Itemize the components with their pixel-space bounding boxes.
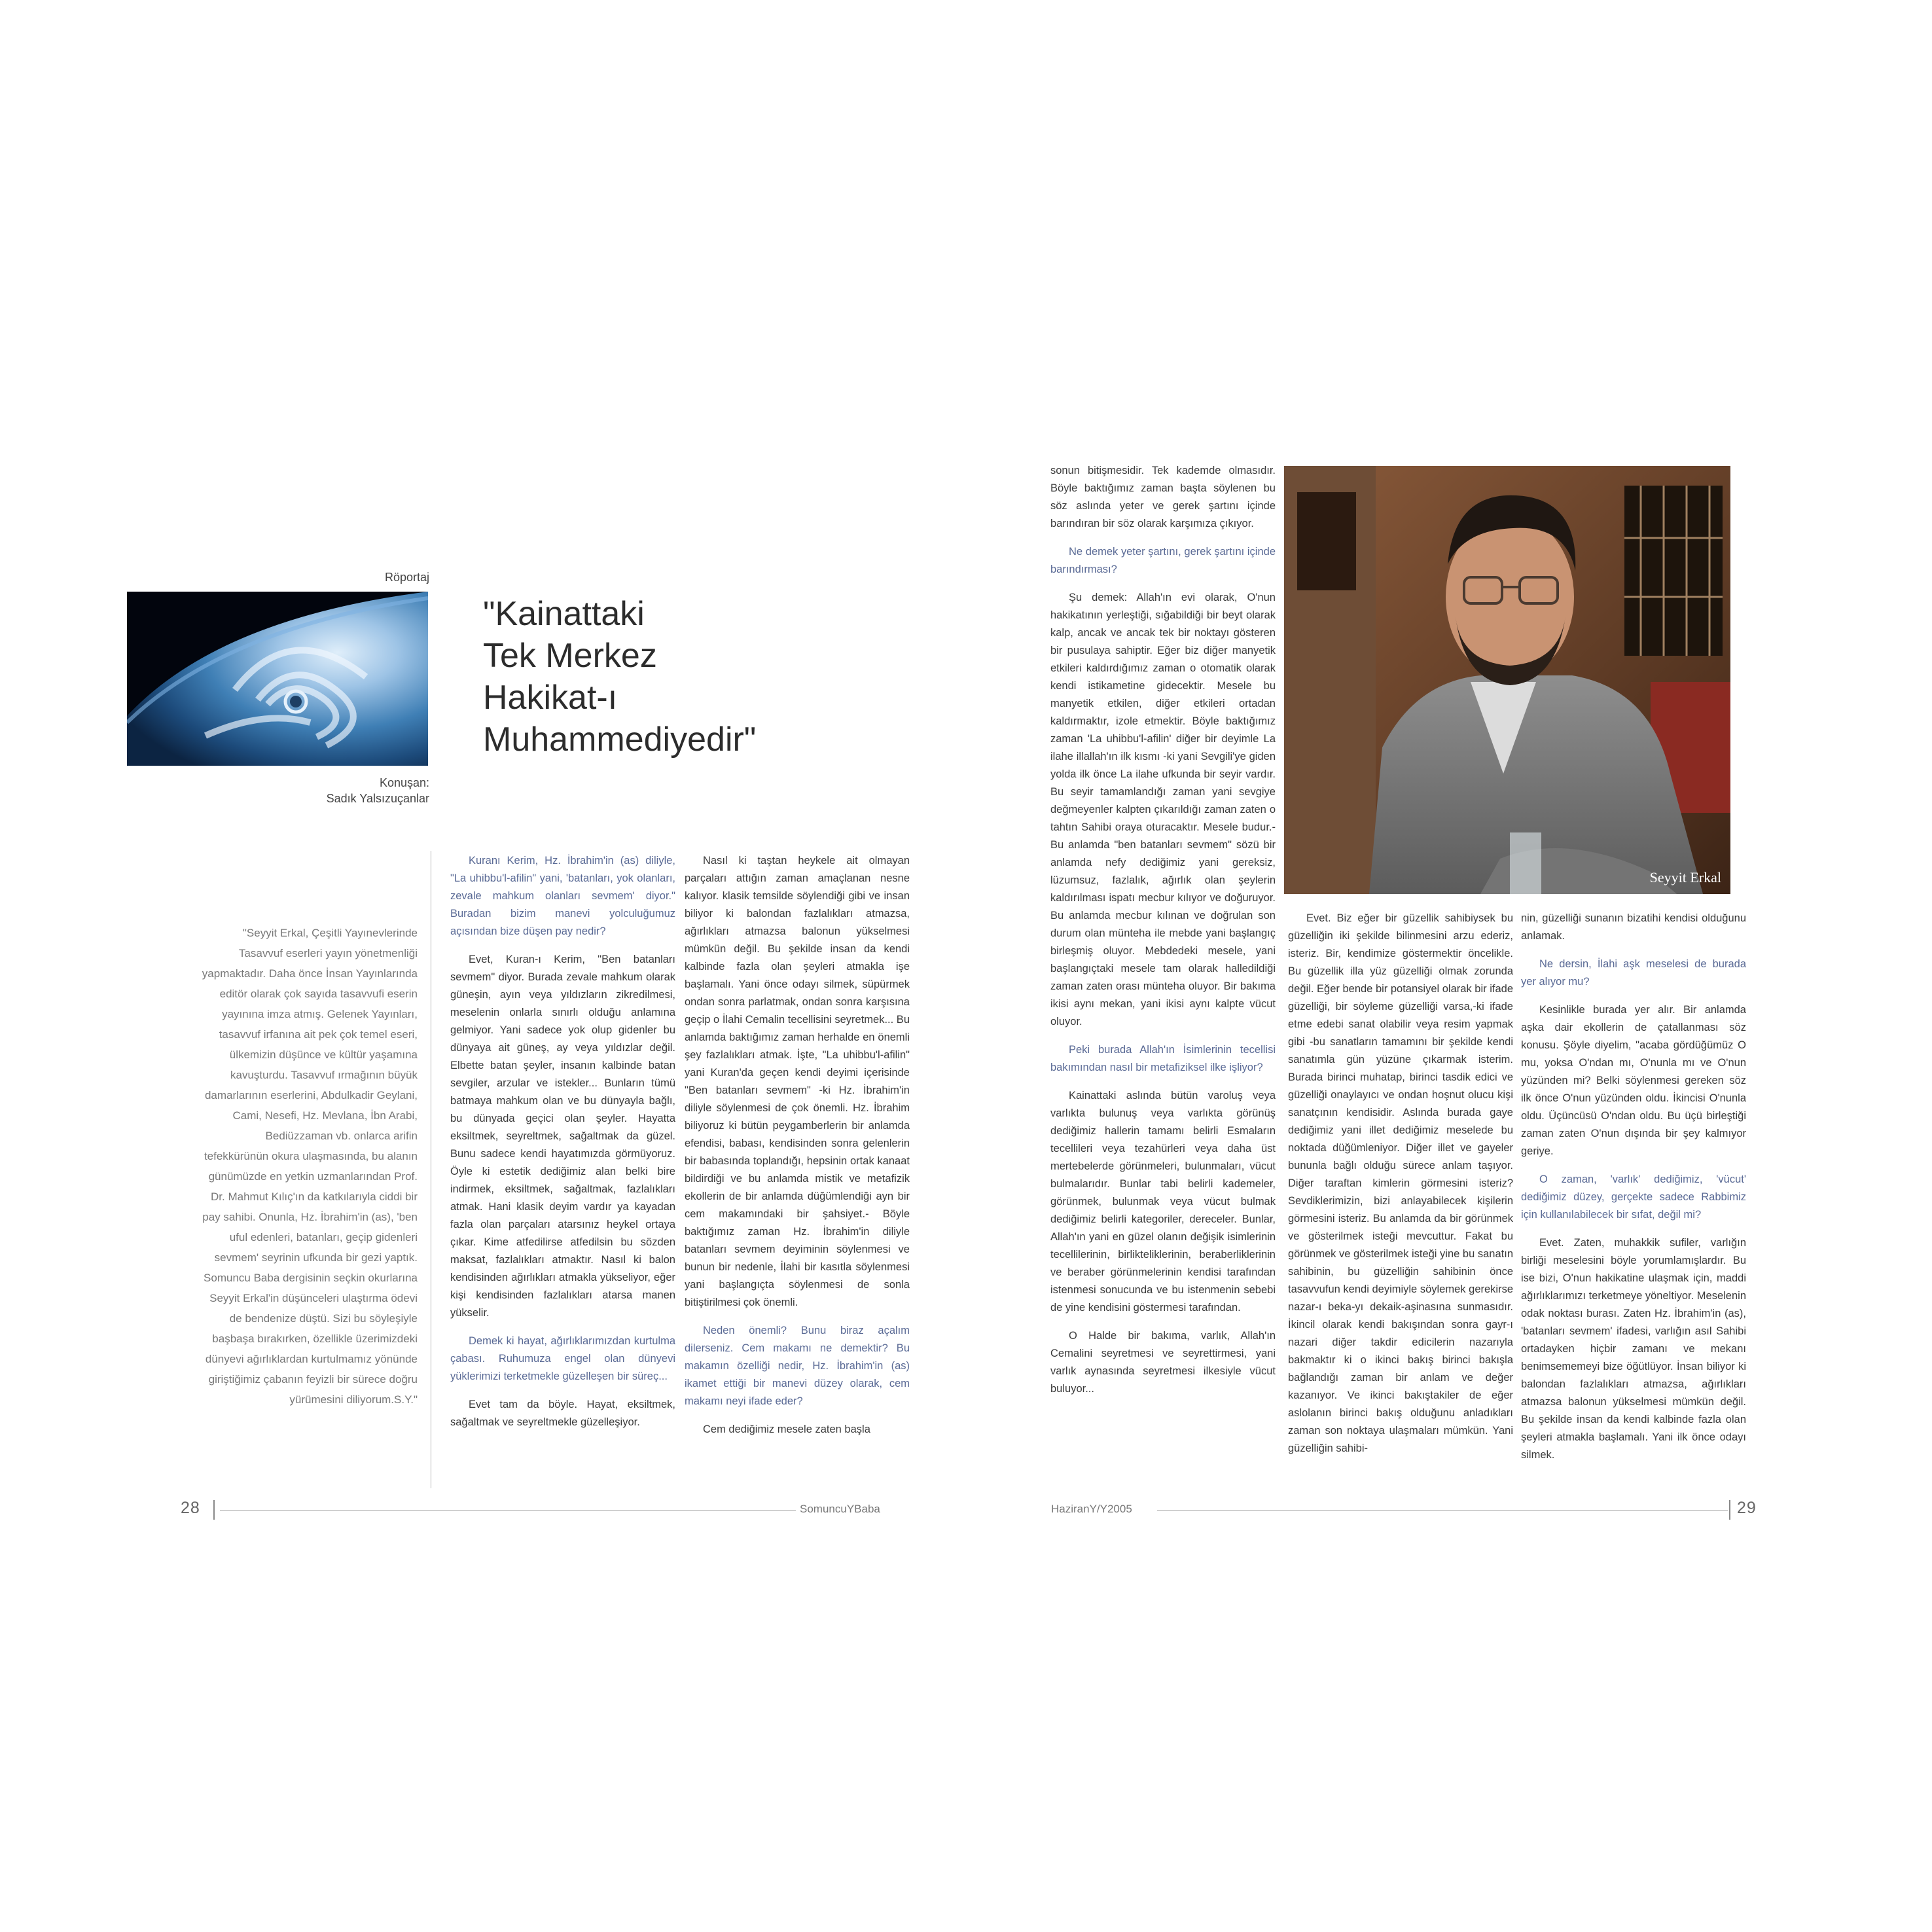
photo-caption: Seyyit Erkal: [1649, 869, 1721, 885]
interview-answer: nin, güzelliği sunanın bizatihi kendisi olduğunu anlamak.: [1521, 912, 1746, 942]
intro-text: "Seyyit Erkal, Çeşitli Yayınevlerinde Tasavvuf eserleri yayın yönetmenliği yapmaktadır. Daha önce İnsan Yayınlarında editör olarak çok sayıda tasavvufi eserin yayınına imza atmış. Gelenek Yayınları, tasavvuf irfanına ait pek çok temel eseri, ülkemizin düşünce ve kültür yaşamına kavuşturdu. Tasavvuf ırmağının büyük damarlarının eserlerini, Abdulkadir Geylani, Cami, Nesefi, Hz. Mevlana, İbn Arabi, Bediüzzaman vb. onlarca arifin tefekkürünün okura ulaşmasında, bu alanın günümüzde en yetkin uzmanlarından Prof. Dr. Mahmut Kılıç'ın da katkılarıyla ciddi bir pay sahibi. Onunla, Hz. İbrahim'in (as), 'ben uful edenleri, batanları, geçip gidenleri sevmem' seyrinin ufkunda bir gezi yaptık. Somuncu Baba dergisinin seçkin okurlarına Seyyit Erkal'in düşünceleri ulaştırma ödevi de bendenize düştü. Sizi bu söyleşiyle başbaşa bırakırken, özellikle üzerimizdeki dünyevi ağırlıklardan kurtulmamız yönünde giriştiğimiz çabanın feyizli bir sürece doğru yürümesini diliyorum.S.Y.": [202, 927, 418, 1406]
interview-answer: Evet, Kuran-ı Kerim, "Ben batanları sevmem" diyor. Burada zevale mahkum olarak güneşin, ayın veya yıldızların zikredilmesi, meselenin onlarla sınırlı olduğu anlamına gelmiyor. Yani sadece yok olup gidenler bu dünyaya ait güneş, ay veya yıldızlar değil. Elbette batan şeyler, insanın kalbinde batan sevgiler, arzular ve istekler... Bunların tümü batmaya mahkum olan ve bu dünyayla bağlı, bu dünyada geçici olan şeyler. Hayatta eksiltmek, seyreltmek, sağaltmak da güzel. Bunu sadece kendi hayatımızda görmüyoruz. Öyle ki estetik dediğimiz alan belki bire indirmek, eksiltmek, sağaltmak, fazlalıkları atmak. Hani klasik deyim vardır ya kayadan fazla olan parçaları atarsınız heykel ortaya çıkar. Kime atfedilirse atfedilsin bu sözden maksat, fazlalıkları atmaktır. Nasıl ki balon kendisinden ağırlıkları atmakla yükseliyor, eğer kişi kendisinden fazlalıkları atarsa manen yükselir.: [450, 954, 675, 1319]
interview-question: Ne dersin, İlahi aşk meselesi de burada yer alıyor mu?: [1521, 958, 1746, 988]
section-label: Röportaj: [384, 571, 429, 584]
article-column-4: [1288, 910, 1513, 1468]
magazine-name: SomuncuYBaba: [800, 1503, 880, 1515]
article-column-3: [1050, 462, 1276, 1408]
article-column-1: [450, 852, 675, 1442]
article-column-5: [1521, 910, 1746, 1475]
interview-question: O zaman, 'varlık' dediğimiz, 'vücut' dediğimiz düzey, gerçekte sadece Rabbimiz için kullanılabilecek bir sıfat, değil mi?: [1521, 1173, 1746, 1221]
article-column-2: [685, 852, 910, 1449]
hurricane-satellite-image: [127, 592, 428, 766]
interview-question: Neden önemli? Bunu biraz açalım dilerseniz. Cem makamı ne demektir? Bu makamın özelliği nedir, Hz. İbrahim'in (as) ikamet ettiği bir manevi düzey olarak, cem makamı neyi ifade eder?: [685, 1325, 910, 1407]
speaker-name: Sadık Yalsızuçanlar: [326, 792, 429, 805]
footer-tick-left: [213, 1500, 215, 1520]
headline-line-1: "Kainattaki: [483, 595, 645, 633]
issue-date: HaziranY/Y2005: [1051, 1503, 1132, 1515]
interview-answer: Evet. Biz eğer bir güzellik sahibiysek bu güzelliğin iki şekilde bilinmesini arzu ederiz, isteriz. Bir, kendimize göstermektir öncelikle. Bu güzellik illa yüz güzelliği olmak zorunda değil. Eğer bende bir potansiyel olarak bir ifade güzelliği, bir söyleme güzelliği varsa,-ki ifade etme edebi sanat olabilir veya resim yapmak gibi -bu sanatların tamamını bir şekilde kendi sanatımla gün yüzüne çıkarmak isterim. Burada birinci muhatap, birinci tasdik edici ve güzelliği onaylayıcı ve ondan hoşnut olucu kişi sanatçının kendisidir. Aslında burada gaye dediğimiz yani illet dediğimiz meselede bu noktada düğümleniyor. Diğer illet ve gayeler bununla bağlı olduğu sürece anlam taşıyor. Diğer taraftan kimlerin görmesini isteriz? Sevdiklerimizin, bizi anlayabilecek kişilerin görmesini isteriz. Bu anlamda da bir görünmek ve gösterilmek isteği mevcuttur. Fakat bu görünmek ve gösterilmek isteği yine bu sanatın sahibinin, bu güzelliğin sahibinin önce tasavvufun kendi deyimiyle söylemek gerekirse nazar-ı beka-yı dekaik-aşinasına sunmasıdır. İkincil olarak kendi bakışından sonra gayr-ı nazari diğer takdir edicilerin nazarıyla bakmaktır ki o ikinci bakış birinci bakışla bağlandığı zaman bir anlam ve değer kazanıyor. Ve ikinci bakıştakiler de eğer aslolanın birinci bakış olduğunu anladıkları zaman son noktaya ulaşmaları mümkün. Yani güzelliğin sahibi-: [1288, 912, 1513, 1454]
interview-answer: Cem dediğimiz mesele zaten başla: [703, 1423, 870, 1435]
interview-question: Demek ki hayat, ağırlıklarımızdan kurtulma çabası. Ruhumuza engel olan dünyevi yüklerimizi terketmekle güzelleşen bir süreç...: [450, 1335, 675, 1382]
interview-answer: O Halde bir bakıma, varlık, Allah'ın Cemalini seyretmesi ve seyrettirmesi, yani varlık aynasında seyretmesi ilkesiyle vücut buluyor...: [1050, 1330, 1276, 1395]
interview-answer: Evet. Zaten, muhakkik sufiler, varlığın birliği meselesini böyle yorumlamışlardır. Bu ise bizi, O'nun hakikatine ulaşmak için, maddi ağırlıklarımızı terketmeye yöneltiyor. Meselenin odak noktası burası. Zaten Hz. İbrahim'in (as), 'batanları sevmem' ifadesi, varlığın asıl Sahibi ortadayken hiçbir zamanı ve mekanı benimsememeyi bize öğütlüyor. İnsan biliyor ki balondan fazlalıkları atmazsa, ağırlıkları atmazsa balonun yükselmesi mümkün değil. Bu şekilde insan da kendi kalbinde fazla olan şeyleri atmakla başlamalı. Yani ilk önce odayı silmek.: [1521, 1237, 1746, 1461]
page-number-left: 28: [181, 1499, 200, 1517]
speaker-credit: [275, 775, 429, 806]
article-headline: [483, 593, 823, 760]
interview-answer: sonun bitişmesidir. Tek kademde olmasıdır. Böyle baktığımız zaman başta söylenen bu söz aslında yeter ve gerek şartını içinde barındıran bir söz olarak karşımıza çıkıyor.: [1050, 465, 1276, 529]
footer-tick-right: [1729, 1500, 1730, 1520]
speaker-label: Konuşan:: [379, 776, 429, 789]
interview-answer: Kainattaki aslında bütün varoluş veya varlıkta bulunuş veya varlıkta görünüş dediğimiz hallerin tamamı belirli Esmaların tecellileri veya tezahürleri veya daha üst mertebelerde görünmeleri, bulunmaları, vücut bulmalarıdır. Bunlar tabi belirli kademeler, görünmek, bulunmak veya vücut bulmak dediğimiz belirli kategoriler, dereceler. Bunlar, Allah'ın yani en güzel olanın değişik isimlerinin tecellilerinin, birlikteliklerinin, beraberliklerinin ve beraber görünmelerinin kendisi tarafından istenmesi sonucunda ve bu istenmenin sebebi de yine kendisini göstermesi tarafından.: [1050, 1090, 1276, 1314]
interview-question: Kuranı Kerim, Hz. İbrahim'in (as) diliyle, "La uhibbu'l-afilin" yani, 'batanları, yok olanları, zevale mahkum olanları sevmem' diyor." Buradan bizim manevi yolculuğumuz açısından bize düşen pay nedir?: [450, 855, 675, 937]
interview-answer: Kesinlikle burada yer alır. Bir anlamda aşka dair ekollerin de çatallanması söz konusu. Şöyle diyelim, "acaba gördüğümüz O mu, yoksa O'ndan mı, O'nunla mı ve O'nun yüzünden mi? Belki söylenmesi gereken söz ilk önce O'nun yüzünden oldu. İkincisi O'nunla oldu. Üçüncüsü O'ndan oldu. Bu üçü birleştiği zaman zaten O'nun dışında bir şey kalmıyor geriye.: [1521, 1004, 1746, 1157]
interview-question: Ne demek yeter şartını, gerek şartını içinde barındırması?: [1050, 546, 1276, 575]
headline-line-3: Hakikat-ı: [483, 679, 618, 717]
interview-answer: Nasıl ki taştan heykele ait olmayan parçaları attığın zaman amaçlanan nesne kalıyor. klasik temsilde söylendiği gibi ve insan biliyor ki balondan fazlalıkları atmazsa, ağırlıkları atmazsa balonun yükselmesi mümkün değil. Bu şekilde insan da kendi kalbinde fazla olan şeyleri atmakla işe başlamalı. Yani önce odayı silmek, süpürmek ondan sonra parlatmak, ondan sonra karşısına geçip o İlahi Cemalin tecellisini seyretmek... Bu anlamda baktığımız zaman herhalde en önemli şey fazlalıkları atmak. İşte, "La uhibbu'l-afilin" yani Kuran'da geçen kendi deyimi içerisinde "Ben batanları sevmem" -ki Hz. İbrahim'in diliyle söylenmesi de çok önemli. Hz. İbrahim biliyoruz ki bütün peygamberlerin bir anlamda efendisi, babası, kendisinden sonra gelenlerin bir babasında toplandığı, hepsinin ortak kanaat bildirdiği ve bu anlamda mistik ve metafizik ekollerin de bir anlamda düğümlendiği ayn bir cem makamındaki bir şahsiyet.- Böyle baktığımız zaman Hz. İbrahim'in diliyle batanları sevmem deyiminin söylenmesi ve bunun bir nedenle, İlahi bir kasıtla söylenmesi yani başlangıçta söylenmesi de sonla bitiştirilmesi çok önemli.: [685, 855, 910, 1308]
headline-line-4: Muhammediyedir": [483, 721, 757, 759]
interview-question: Peki burada Allah'ın İsimlerinin tecellisi bakımından nasıl bir metafiziksel ilke işliyor?: [1050, 1044, 1276, 1073]
headline-line-2: Tek Merkez: [483, 637, 657, 675]
interview-answer: Şu demek: Allah'ın evi olarak, O'nun hakikatının yerleştiği, sığabildiği bir beyt olarak kalp, ancak ve ancak tek bir noktayı gösteren bir pusulaya sahiptir. Eğer biz diğer manyetik etkileri kaldırdığımız zaman o otomatik olarak kendi istikametine gidecektir. Mesele bu manyetik etkilen, diğer etkileri ortadan kaldırmaktır, izole etmektir. Böyle baktığımız zaman 'La uhibbu'l-afilin' diğer bir deyimle La ilahe illallah'ın ilk kısmı -ki yani Sevgili'ye giden yolda ilk önce La ilahe ufkunda bir seyir vardır. Bu seyir tamamlandığı zaman yani sevgiye değmeyenler kalpten çıkarıldığı zaman zaten o tahtın Sahibi oraya oturacaktır. Mesele budur.- Bu anlamda "ben batanları sevmem" sözü bir anlamda nefy dediğimiz yani gereksiz, lüzumsuz, fazlalık, ağırlık olan şeylerin kaldırılması ispatı mecbur kılıyor ve doğuruyor. Bu anlamda mecbur kılınan ve doğrulan son durum olan münteha ile mebde yani başlangıç birleşmiş oluyor. Mebdedeki mesele, yani başlangıçtaki mesele tam olarak halledildiği zaman zaten orası münteha oluyor. Bir bakıma ikisi aynı mekan, yani ikisi aynı kalpte vücut oluyor.: [1050, 592, 1276, 1028]
page-number-right: 29: [1737, 1499, 1757, 1517]
portrait-photo: [1284, 466, 1730, 894]
interview-answer: Evet tam da böyle. Hayat, eksiltmek, sağaltmak ve seyreltmekle güzelleşiyor.: [450, 1399, 675, 1428]
